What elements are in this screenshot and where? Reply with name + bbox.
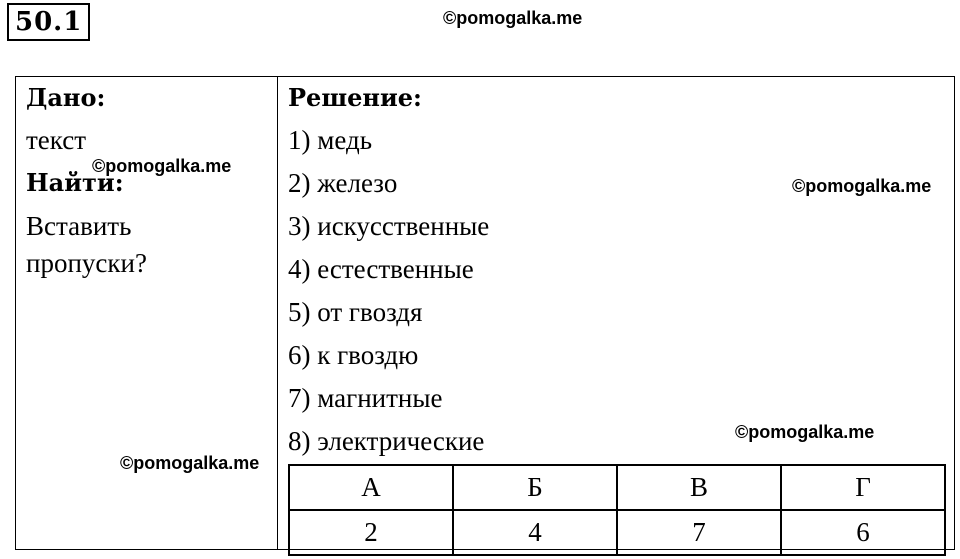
answer-value-cell: 2	[289, 510, 453, 555]
solution-item: 1) медь	[288, 125, 373, 155]
find-text-line1: Вставить	[26, 211, 132, 241]
solution-item: 3) искусственные	[288, 211, 490, 241]
solution-heading: Решение:	[288, 83, 422, 112]
answer-value-cell: 7	[617, 510, 781, 555]
answer-table-value-row	[289, 510, 945, 555]
answer-table	[288, 464, 946, 556]
solution-item: 6) к гвоздю	[288, 340, 419, 370]
given-heading: Дано:	[26, 83, 106, 112]
solution-item: 7) магнитные	[288, 383, 443, 413]
find-text-line2: пропуски?	[26, 248, 147, 278]
column-divider	[277, 76, 278, 550]
solution-item: 4) естественные	[288, 254, 474, 284]
answer-value-cell: 4	[453, 510, 617, 555]
watermark-right: ©pomogalka.me	[792, 176, 932, 196]
watermark-left: ©pomogalka.me	[92, 156, 232, 176]
answer-header-cell: А	[289, 465, 453, 510]
task-number: 50.1	[7, 3, 90, 41]
watermark-right-lower: ©pomogalka.me	[735, 422, 875, 442]
answer-value-cell: 6	[781, 510, 945, 555]
solution-item: 2) железо	[288, 168, 398, 198]
watermark-left-lower: ©pomogalka.me	[120, 453, 260, 473]
find-heading: Найти:	[26, 168, 124, 197]
solution-item: 8) электрические	[288, 426, 485, 456]
answer-header-cell: Г	[781, 465, 945, 510]
answer-table-header-row	[289, 465, 945, 510]
watermark-top: ©pomogalka.me	[443, 8, 583, 28]
answer-header-cell: В	[617, 465, 781, 510]
solution-item: 5) от гвоздя	[288, 297, 423, 327]
given-text: текст	[26, 125, 87, 155]
answer-header-cell: Б	[453, 465, 617, 510]
